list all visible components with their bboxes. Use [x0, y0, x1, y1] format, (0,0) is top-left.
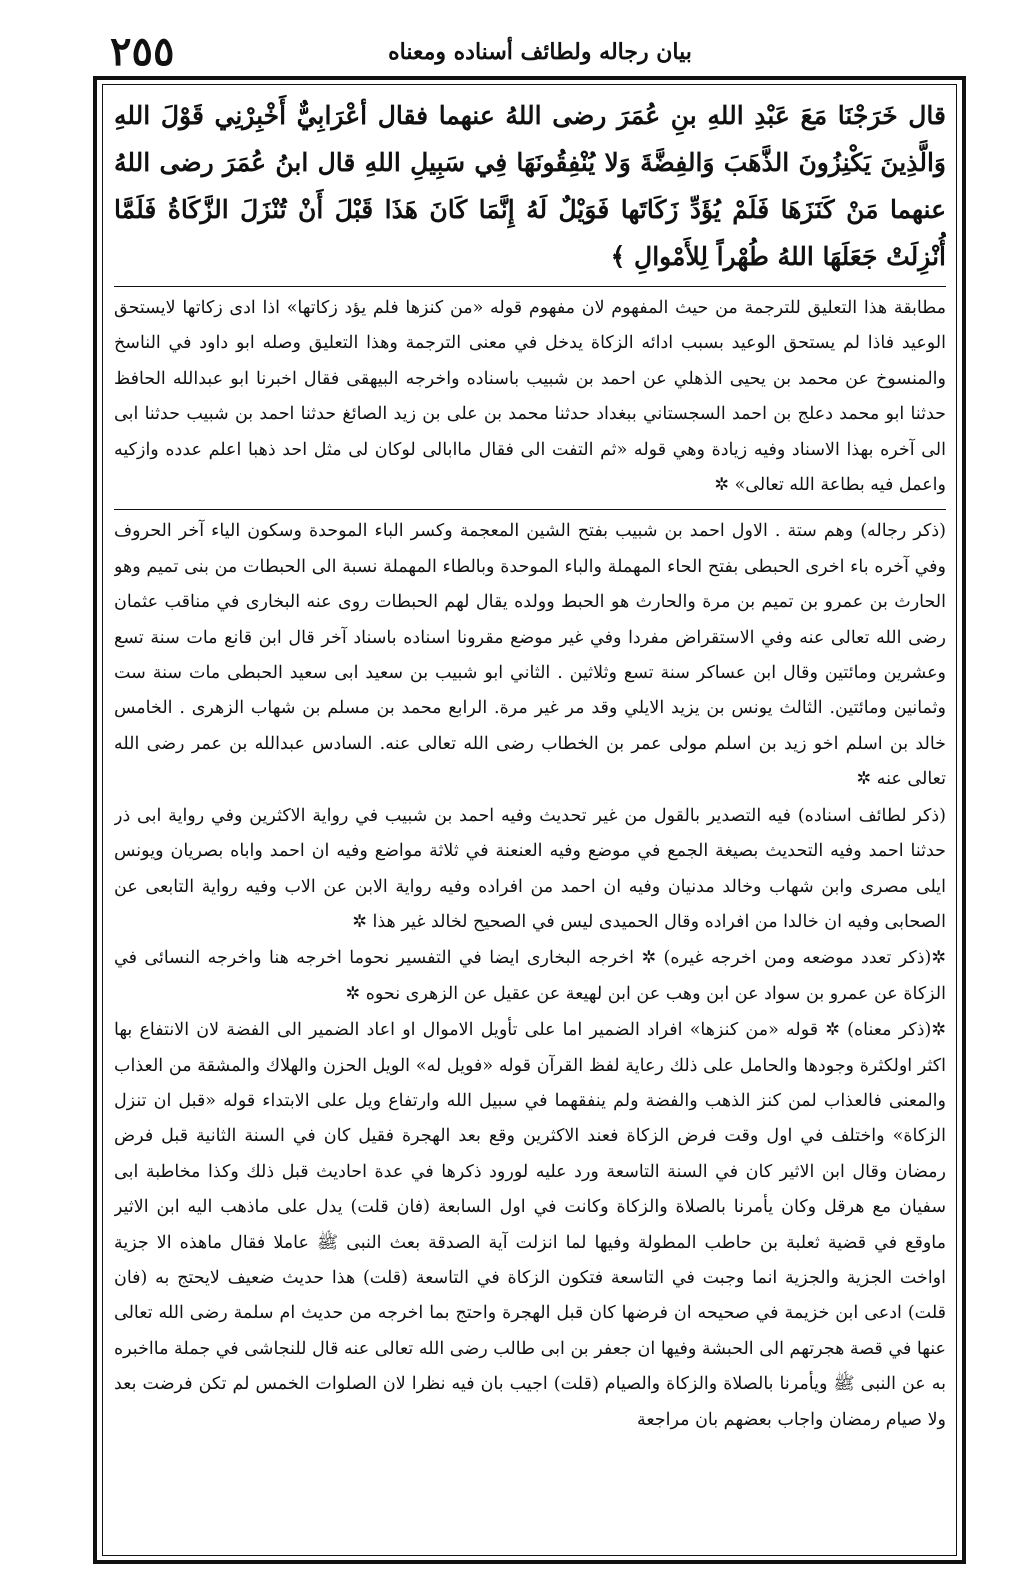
section-divider [114, 509, 946, 510]
section-chain-subtleties: (ذكر لطائف اسناده) فيه التصدير بالقول من غير تحديث وفيه احمد بن شبيب في رواية الاكثرين وفي رواية ابى ذر حدثنا احمد وفيه التحديث بصيغة الجمع في موضع وفيه العنعنة في ثلاثة مواضع وفيه ان احمد واباه بصريان ويونس ايلى مصرى وابن شهاب وخالد مدنيان وفيه ان احمد من افراده وفيه رواية الابن عن الاب وفيه رواية التابعى عن الصحابى وفيه ان خالدا من افراده وقال الحميدى ليس في الصحيح لخالد غير هذا ✲ [114, 805, 946, 932]
page-header [110, 30, 970, 74]
section-meaning: ✲(ذكر معناه) ✲ قوله «من كنزها» افراد الضمير اما على تأويل الاموال او اعاد الضمير الى الفضة لان الانتفاع بها اكثر اولكثرة وجودها والحامل على ذلك رعاية لفظ القرآن قوله «فويل له» الويل الحزن والهلاك والمشقة من العذاب والمعنى فالعذاب لمن كنز الذهب والفضة ولم ينفقهما في سبيل الله وارتفاع ويل على الابتداء قوله «قبل ان تنزل الزكاة» واختلف في اول وقت فرض الزكاة فعند الاكثرين وقع بعد الهجرة فقيل كان في السنة الثانية قبل فرض رمضان وقال ابن الاثير كان في السنة التاسعة ورد عليه لورود ذكرها في عدة احاديث قبل ذلك وكذا مخاطبة ابى سفيان مع هرقل وكان يأمرنا بالصلاة والزكاة وكانت في اول السابعة (فان قلت) يدل على ماذهب اليه ابن الاثير ماوقع في قضية ثعلبة بن حاطب المطولة وفيها لما انزلت آية الصدقة بعث النبى ﷺ عاملا فقال ماهذه الا جزية اواخت الجزية والجزية انما وجبت في التاسعة فتكون الزكاة في التاسعة (قلت) هذا حديث ضعيف لايحتج به (فان قلت) ادعى ابن خزيمة في صحيحه ان فرضها كان قبل الهجرة واحتج بما اخرجه من حديث ام سلمة رضى الله تعالى عنها في قصة هجرتهم الى الحبشة وفيها ان جعفر بن ابى طالب رضى الله تعالى عنه قال للنجاشى في جملة مااخبره به عن النبى ﷺ ويأمرنا بالصلاة والزكاة والصيام (قلت) اجيب بان فيه نظرا لان الصلوات الخمس لم تكن فرضت بعد ولا صيام رمضان واجاب بعضهم بان مراجعة [114, 1020, 946, 1430]
commentary-paragraph: مطابقة هذا التعليق للترجمة من حيث المفهوم لان مفهوم قوله «من كنزها فلم يؤد زكاتها» اذا ادى زكاتها لايستحق الوعيد فاذا لم يستحق الوعيد بسبب ادائه الزكاة يدخل في معنى الترجمة وهذا التعليق وصله ابو داود في الناسخ والمنسوخ عن محمد بن يحيى الذهلي عن احمد بن شبيب باسناده واخرجه البيهقى فقال اخبرنا ابو عبدالله الحافظ حدثنا ابو محمد دعلج بن احمد السجستاني ببغداد حدثنا محمد بن على بن زيد الصائغ حدثنا احمد بن شبيب حدثنا ابى الى آخره بهذا الاسناد وفيه زيادة وهي قوله «ثم التفت الى فقال ماابالى لوكان لى مثل احد ذهبا اعلم عدده وازكيه واعمل فيه بطاعة الله تعالى» ✲ [114, 298, 946, 496]
page-number: ٢٥٥ [110, 28, 175, 75]
section-other-narrations: ✲(ذكر تعدد موضعه ومن اخرجه غيره) ✲ اخرجه البخارى ايضا في التفسير نحوما اخرجه هنا واخرجه النسائى في الزكاة عن عمرو بن سواد عن ابن وهب عن ابن لهيعة عن عقيل عن الزهرى نحوه ✲ [114, 948, 946, 1004]
hadith-divider [114, 286, 946, 287]
section-narrators: (ذكر رجاله) وهم ستة . الاول احمد بن شبيب بفتح الشين المعجمة وكسر الباء الموحدة وسكون الياء آخر الحروف وفي آخره باء اخرى الحبطى بفتح الحاء المهملة والباء الموحدة وبالطاء المهملة نسبة الى الحبطات من بنى تميم وهو الحارث بن عمرو بن تميم بن مرة والحارث هو الحبط وولده يقال لهم الحبطات روى عنه البخارى في مناقب عثمان رضى الله تعالى عنه وفي الاستقراض مفردا وفي غير موضع مقرونا اسناده باسناد آخر قال ابن قانع مات سنة تسع وعشرين ومائتين وقال ابن عساكر سنة تسع وثلاثين . الثاني ابو شبيب بن سعيد ابى سعيد الحبطى مات سنة ست وثمانين ومائتين. الثالث يونس بن يزيد الايلي وقد مر غير مرة. الرابع محمد بن مسلم بن شهاب الزهرى . الخامس خالد بن اسلم اخو زيد بن اسلم مولى عمر بن الخطاب رضى الله تعالى عنه. السادس عبدالله بن عمر رضى الله تعالى عنه ✲ [114, 521, 946, 790]
running-title: بيان رجاله ولطائف أسناده ومعناه [388, 39, 692, 65]
hadith-text: قال خَرَجْنَا مَعَ عَبْدِ اللهِ بنِ عُمَرَ رضى اللهُ عنهما فقال أعْرَابِيٌّ أَخْبِرْنِي قَوْلَ اللهِ وَالَّذِينَ يَكْنِزُونَ الذَّهَبَ وَالفِضَّةَ وَلا يُنْفِقُونَهَا فِي سَبِيلِ اللهِ قال ابنُ عُمَرَ رضى اللهُ عنهما مَنْ كَنَزَهَا فَلَمْ يُؤَدِّ زَكَاتَها فَوَيْلٌ لَهُ إِنَّمَا كَانَ هَذَا قَبْلَ أَنْ تُنْزَلَ الزَّكَاةُ فَلَمَّا أُنْزِلَتْ جَعَلَهَا اللهُ طُهْراً لِلأَمْوالِ ﴾ [114, 101, 946, 271]
page-body [114, 92, 946, 1552]
